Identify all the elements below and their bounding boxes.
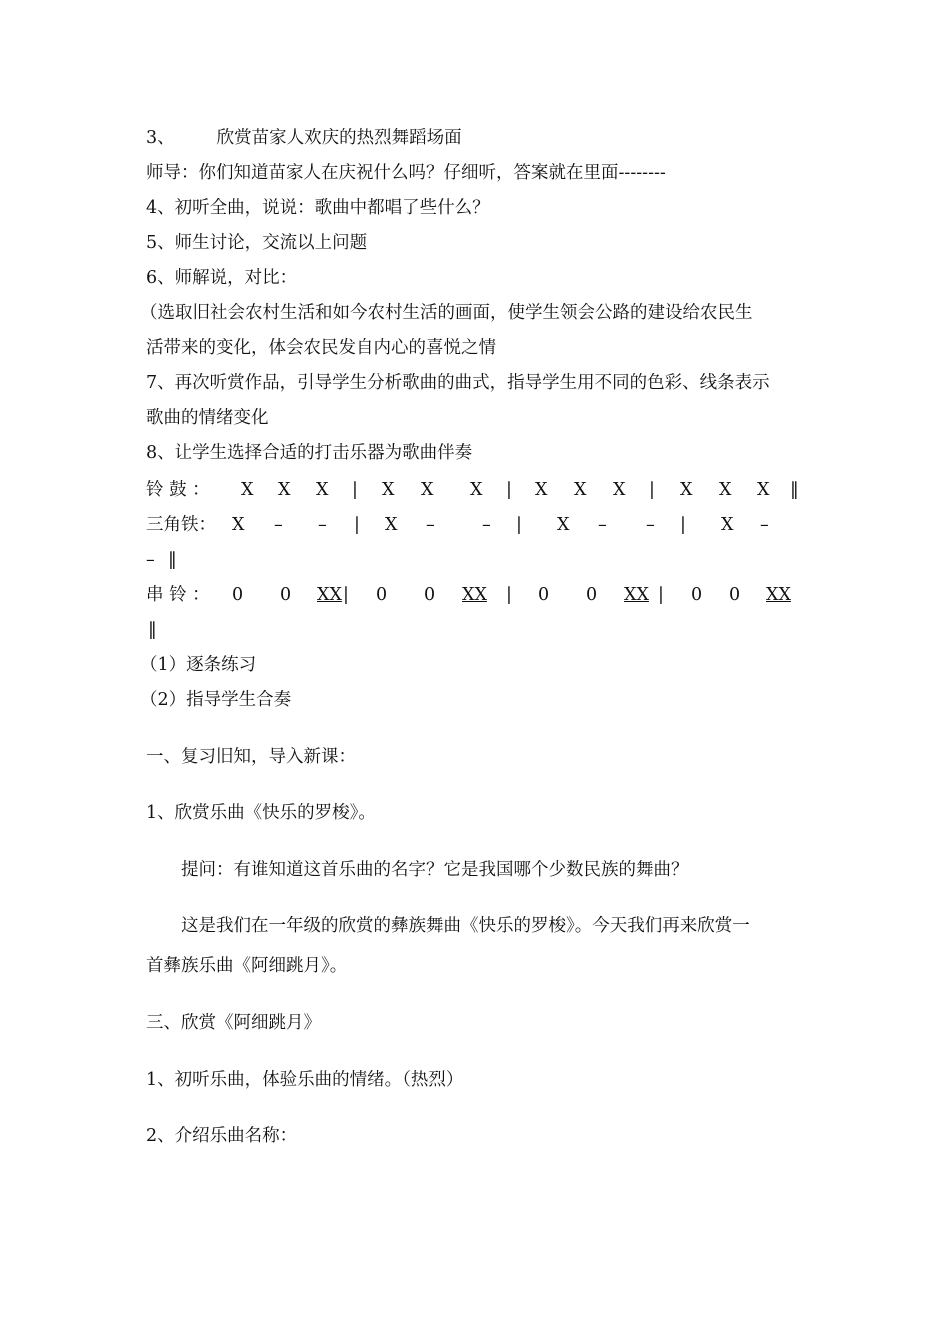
rhythm-note: X	[385, 515, 398, 535]
bar-line: |	[649, 480, 655, 500]
rhythm-dash: –	[598, 515, 607, 535]
end-bar-line: ‖	[148, 620, 157, 640]
step-6-line: 6、师解说，对比：	[146, 268, 298, 288]
bar-line: |	[352, 480, 358, 500]
rhythm-note: X	[535, 480, 548, 500]
practice-step-2: （2）指导学生合奏	[140, 690, 292, 710]
appreciate-step-1: 1、初听乐曲，体验乐曲的情绪。（热烈）	[146, 1070, 464, 1090]
bar-line: |	[506, 480, 512, 500]
rhythm-rest: 0	[586, 585, 598, 605]
rhythm-note: X	[721, 515, 734, 535]
rhythm-rest: 0	[691, 585, 703, 605]
rhythm-note: X	[719, 480, 732, 500]
rhythm-note: X	[241, 480, 254, 500]
rhythm-eighth-pair: XX	[317, 585, 342, 605]
rhythm-note: X	[232, 515, 245, 535]
rhythm-note: X	[470, 480, 483, 500]
rhythm-note: X	[613, 480, 626, 500]
rhythm-note: X	[421, 480, 434, 500]
step-8-line: 8、让学生选择合适的打击乐器为歌曲伴奏	[146, 443, 473, 463]
teacher-guide-line: 师导：你们知道苗家人在庆祝什么吗？仔细听，答案就在里面--------	[146, 163, 666, 183]
step-7-line-2: 歌曲的情绪变化	[146, 408, 269, 428]
appreciate-step-2: 2、介绍乐曲名称：	[146, 1126, 298, 1146]
bar-line: |	[354, 515, 360, 535]
drum-rhythm-row	[146, 479, 816, 501]
rhythm-rest: 0	[729, 585, 741, 605]
bar-line: |	[343, 585, 349, 605]
step-4-line: 4、初听全曲，说说：歌曲中都唱了些什么？	[146, 198, 490, 218]
rhythm-note: X	[680, 480, 693, 500]
triangle-label: 三角铁：	[146, 515, 216, 535]
bar-line: |	[680, 515, 686, 535]
end-bar-line: ‖	[790, 480, 799, 500]
rhythm-note: X	[316, 480, 329, 500]
bells-rhythm-wrap-row	[146, 619, 816, 641]
rhythm-rest: 0	[232, 585, 244, 605]
triangle-rhythm-row	[146, 514, 816, 536]
bells-rhythm-row	[146, 584, 816, 606]
bar-line: |	[506, 585, 512, 605]
rhythm-note: X	[574, 480, 587, 500]
bells-label: 串 铃 ：	[146, 585, 210, 605]
step-7-line-1: 7、再次听赏作品，引导学生分析歌曲的曲式，指导学生用不同的色彩、线条表示	[146, 373, 770, 393]
step-5-line: 5、师生讨论，交流以上问题	[146, 233, 368, 253]
step-6-note-line-2: 活带来的变化，体会农民发自内心的喜悦之情	[146, 338, 496, 358]
rhythm-rest: 0	[376, 585, 388, 605]
explanation-line-1: 这是我们在一年级的欣赏的彝族舞曲《快乐的罗梭》。今天我们再来欣赏一	[181, 916, 750, 936]
section-appreciate-heading: 三、欣赏《阿细跳月》	[146, 1013, 321, 1033]
rhythm-dash: –	[146, 550, 155, 570]
rhythm-dash: –	[646, 515, 655, 535]
rhythm-rest: 0	[424, 585, 436, 605]
rhythm-dash: –	[760, 515, 769, 535]
end-bar-line: ‖	[168, 550, 177, 570]
step-3-text: 欣赏苗家人欢庆的热烈舞蹈场面	[216, 128, 462, 148]
practice-step-1: （1）逐条练习	[140, 655, 257, 675]
rhythm-note: X	[278, 480, 291, 500]
rhythm-dash: –	[426, 515, 435, 535]
rhythm-eighth-pair: XX	[624, 585, 649, 605]
question-paragraph: 提问：有谁知道这首乐曲的名字？它是我国哪个少数民族的舞曲？	[181, 860, 689, 880]
bar-line: |	[658, 585, 664, 605]
rhythm-eighth-pair: XX	[766, 585, 791, 605]
review-step-1: 1、欣赏乐曲《快乐的罗梭》。	[146, 803, 376, 823]
rhythm-note: X	[382, 480, 395, 500]
rhythm-eighth-pair: XX	[462, 585, 487, 605]
bar-line: |	[516, 515, 522, 535]
section-review-heading: 一、复习旧知，导入新课：	[146, 747, 356, 767]
rhythm-note: X	[757, 480, 770, 500]
triangle-rhythm-wrap-row	[146, 549, 816, 571]
step-3-number: 3、	[146, 128, 175, 148]
rhythm-dash: –	[482, 515, 491, 535]
rhythm-rest: 0	[280, 585, 292, 605]
rhythm-dash: –	[274, 515, 283, 535]
drum-label: 铃 鼓 ：	[146, 480, 210, 500]
explanation-line-2: 首彝族乐曲《阿细跳月》。	[146, 956, 348, 976]
rhythm-dash: –	[318, 515, 327, 535]
step-3-line	[146, 127, 462, 149]
step-6-note-line-1: （选取旧社会农村生活和如今农村生活的画面，使学生领会公路的建设给农民生	[140, 303, 753, 323]
rhythm-note: X	[557, 515, 570, 535]
rhythm-rest: 0	[538, 585, 550, 605]
